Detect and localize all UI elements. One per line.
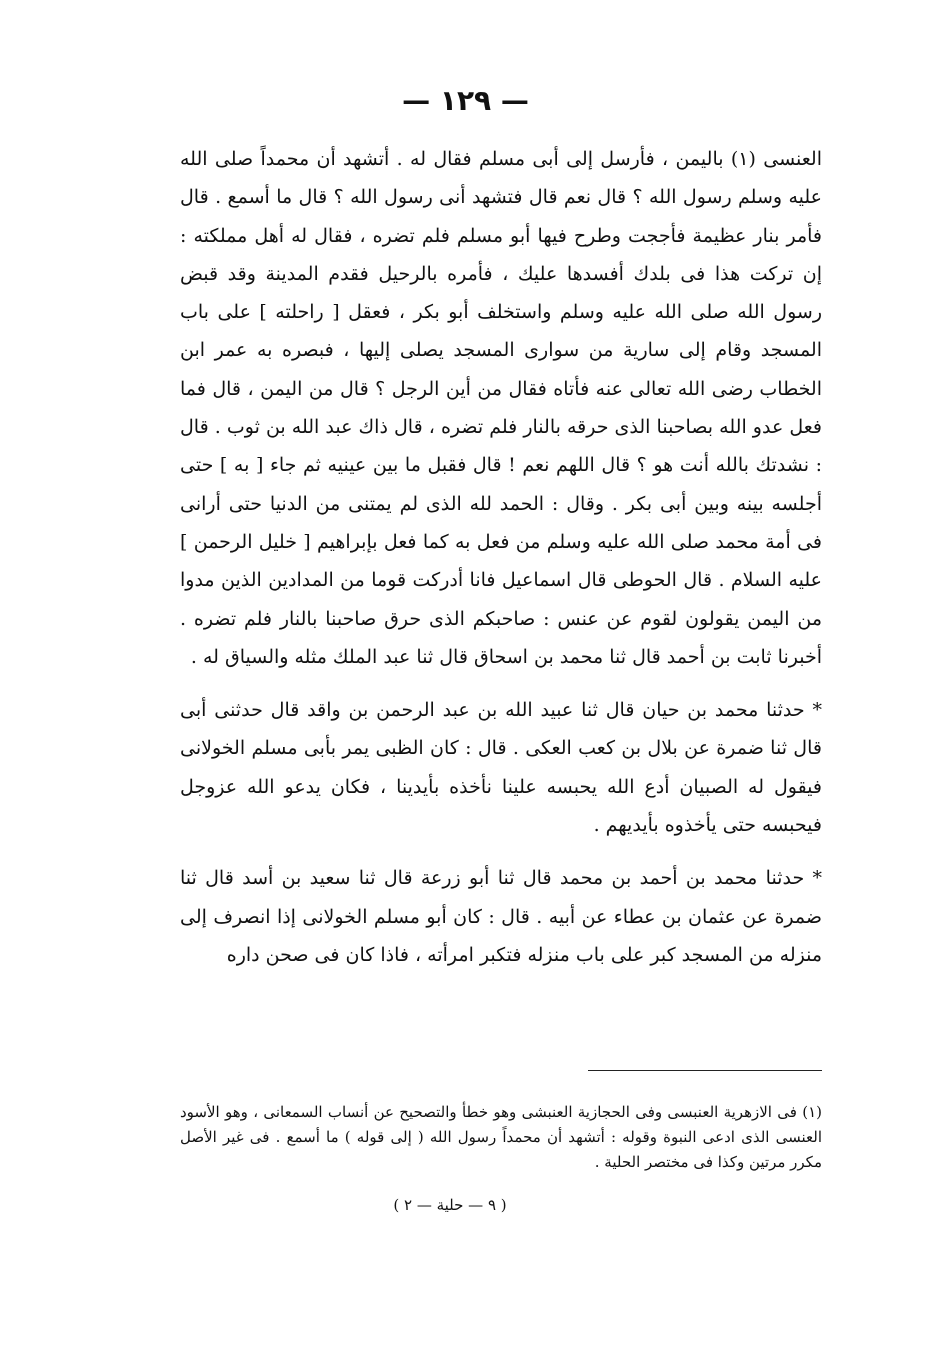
paragraph-1: العنسى (١) باليمن ، فأرسل إلى أبى مسلم فقال له . أتشهد أن محمداً صلى الله عليه وسلم رسول الله ؟ قال نعم قال فتشهد أنى رسول الله ؟ قال ما أسمع . قال فأمر بنار عظيمة فأججت وطرح فيها أبو مسلم فلم تضره ، فقال له أهل مملكته : إن تركت هذا فى بلدك أفسدها عليك ، فأمره بالرحيل فقدم المدينة وقد قبض رسول الله صلى الله عليه وسلم واستخلف أبو بكر ، فعقل [ راحلته ] على باب المسجد وقام إلى سارية من سوارى المسجد يصلى إليها ، فبصره به عمر ابن الخطاب رضى الله تعالى عنه فأتاه فقال من أين الرجل ؟ قال من اليمن ، قال فما فعل عدو الله بصاحبنا الذى حرقه بالنار فلم تضره ، قال ذاك عبد الله بن ثوب . قال : نشدتك بالله أنت هو ؟ قال اللهم نعم ! قال فقبل ما بين عينيه ثم جاء [ به ] حتى أجلسه بينه وبين أبى بكر . وقال : الحمد لله الذى لم يمتنى من الدنيا حتى أرانى فى أمة محمد صلى الله عليه وسلم من فعل به كما فعل بإبراهيم [ خليل الرحمن ] عليه السلام . قال الحوطى قال اسماعيل فانا أدركت قوما من المدادين الذين مدوا من اليمن يقولون لقوم عن عنس : صاحبكم الذى حرق صاحبنا بالنار فلم تضره . أخبرنا ثابت بن أحمد قال ثنا محمد بن اسحاق قال ثنا عبد الملك مثله والسياق له . <box>180 148 822 668</box>
page-number: — ١٢٩ — <box>402 84 529 117</box>
paragraph-3: * حدثنا محمد بن أحمد بن محمد قال ثنا أبو زرعة قال ثنا سعيد بن أسد قال ثنا ضمرة عن عثمان بن عطاء عن أبيه . قال : كان أبو مسلم الخولانى إذا انصرف إلى منزله من المسجد كبر على باب منزله فتكبر امرأته ، فاذا كان فى صحن داره <box>180 867 822 966</box>
footnote <box>180 1100 822 1175</box>
main-text <box>180 140 822 974</box>
printer-signature: ( ٩ — حلية — ٢ ) <box>393 1196 507 1214</box>
footnote-text: (١) فى الازهرية العنبسى وفى الحجازية العنبشى وهو خطأ والتصحيح عن أنساب السمعانى ، وهو الأسود العنسى الذى ادعى النبوة وقوله : أتشهد أن محمداً رسول الله ( إلى قوله ) ما أسمع . فى غير الأصل مكرر مرتين وكذا فى مختصر الحلية . <box>180 1103 822 1171</box>
paragraph-2: * حدثنا محمد بن حيان قال ثنا عبيد الله بن عبد الرحمن بن واقد قال حدثنى أبى قال ثنا ضمرة عن بلال بن كعب العكى . قال : كان الظبى يمر بأبى مسلم الخولانى فيقول له الصبيان أدع الله يحبسه علينا نأخذه بأيدينا ، فكان يدعو الله عزوجل فيحبسه حتى يأخذوه بأيديهم . <box>180 699 822 837</box>
footnote-separator <box>588 1070 822 1071</box>
